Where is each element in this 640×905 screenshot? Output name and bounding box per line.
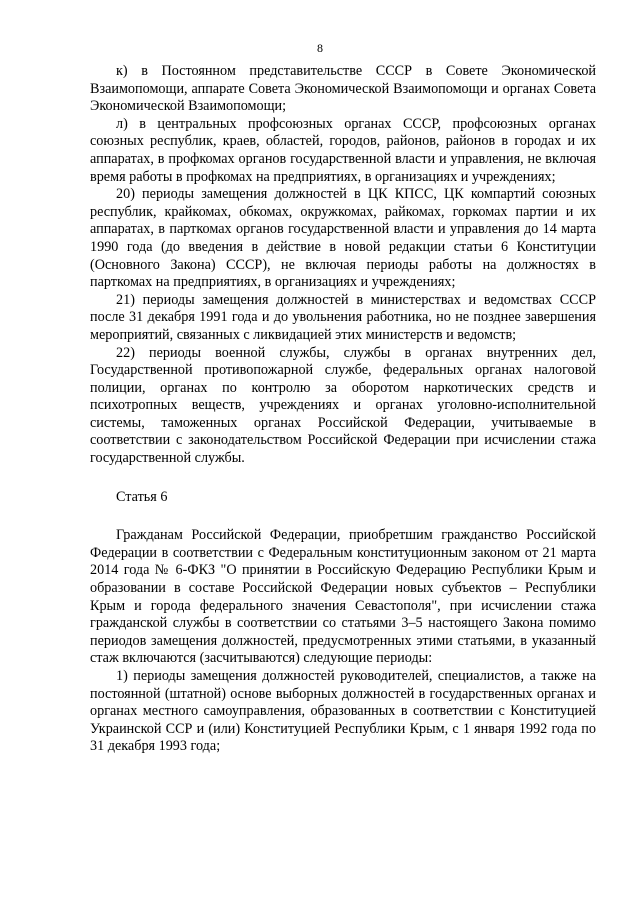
paragraph-item-20: 20) периоды замещения должностей в ЦК КПСС, ЦК компартий союзных республик, крайкомах, обкомах, окружкомах, райкомах, горкомах партии и их аппаратах, в парткомах органов государственной власти и управления до 14 марта 1990 года (до введения в действие в новой редакции статьи 6 Конституции (Основного Закона) СССР), не включая периоды работы на должностях в парткомах на предприятиях, в организациях и учреждениях; [90,186,596,291]
article-intro-paragraph: Гражданам Российской Федерации, приобретшим гражданство Российской Федерации в соответствии с Федеральным конституционным законом от 21 марта 2014 года № 6-ФКЗ "О принятии в Российскую Федерацию Республики Крым и образовании в составе Российской Федерации новых субъектов – Республики Крым и города федерального значения Севастополя", при исчислении стажа гражданской службы в соответствии со статьями 3–5 настоящего Закона помимо периодов замещения должностей, предусмотренных этими статьями, в указанный стаж включаются (засчитываются) следующие периоды: [90,527,596,667]
document-body [90,63,596,756]
paragraph-item-l: л) в центральных профсоюзных органах СССР, профсоюзных органах союзных республик, краев, областей, городов, районов, районов в городах и их аппаратах, в профкомах органов государственной власти и управления, не включая время работы в профкомах на предприятиях, в организациях и учреждениях; [90,115,596,185]
paragraph-item-22: 22) периоды военной службы, службы в органах внутренних дел, Государственной противопожарной службе, федеральных органах налоговой полиции, органах по контролю за оборотом наркотических средств и психотропных веществ, учреждениях и органах уголовно-исполнительной системы, таможенных органах Российской Федерации, учитываемые в соответствии с законодательством Российской Федерации при исчислении стажа государственной службы. [90,344,596,467]
article-heading: Статья 6 [116,488,168,505]
paragraph-item-21: 21) периоды замещения должностей в министерствах и ведомствах СССР после 31 декабря 1991 года и до увольнения работника, но не позднее завершения мероприятий, связанных с ликвидацией этих министерств и ведомств; [90,291,596,343]
paragraph-item-1: 1) периоды замещения должностей руководителей, специалистов, а также на постоянной (штатной) основе выборных должностей в государственных органах и органах местного самоуправления, образованных в соответствии с Конституцией Украинской ССР и (или) Конституцией Республики Крым, с 1 января 1992 года по 31 декабря 1993 года; [90,668,596,755]
paragraph-item-k: к) в Постоянном представительстве СССР в Совете Экономической Взаимопомощи, аппарате Совета Экономической Взаимопомощи и органах Совета Экономической Взаимопомощи; [90,63,596,115]
page-number: 8 [317,41,323,55]
